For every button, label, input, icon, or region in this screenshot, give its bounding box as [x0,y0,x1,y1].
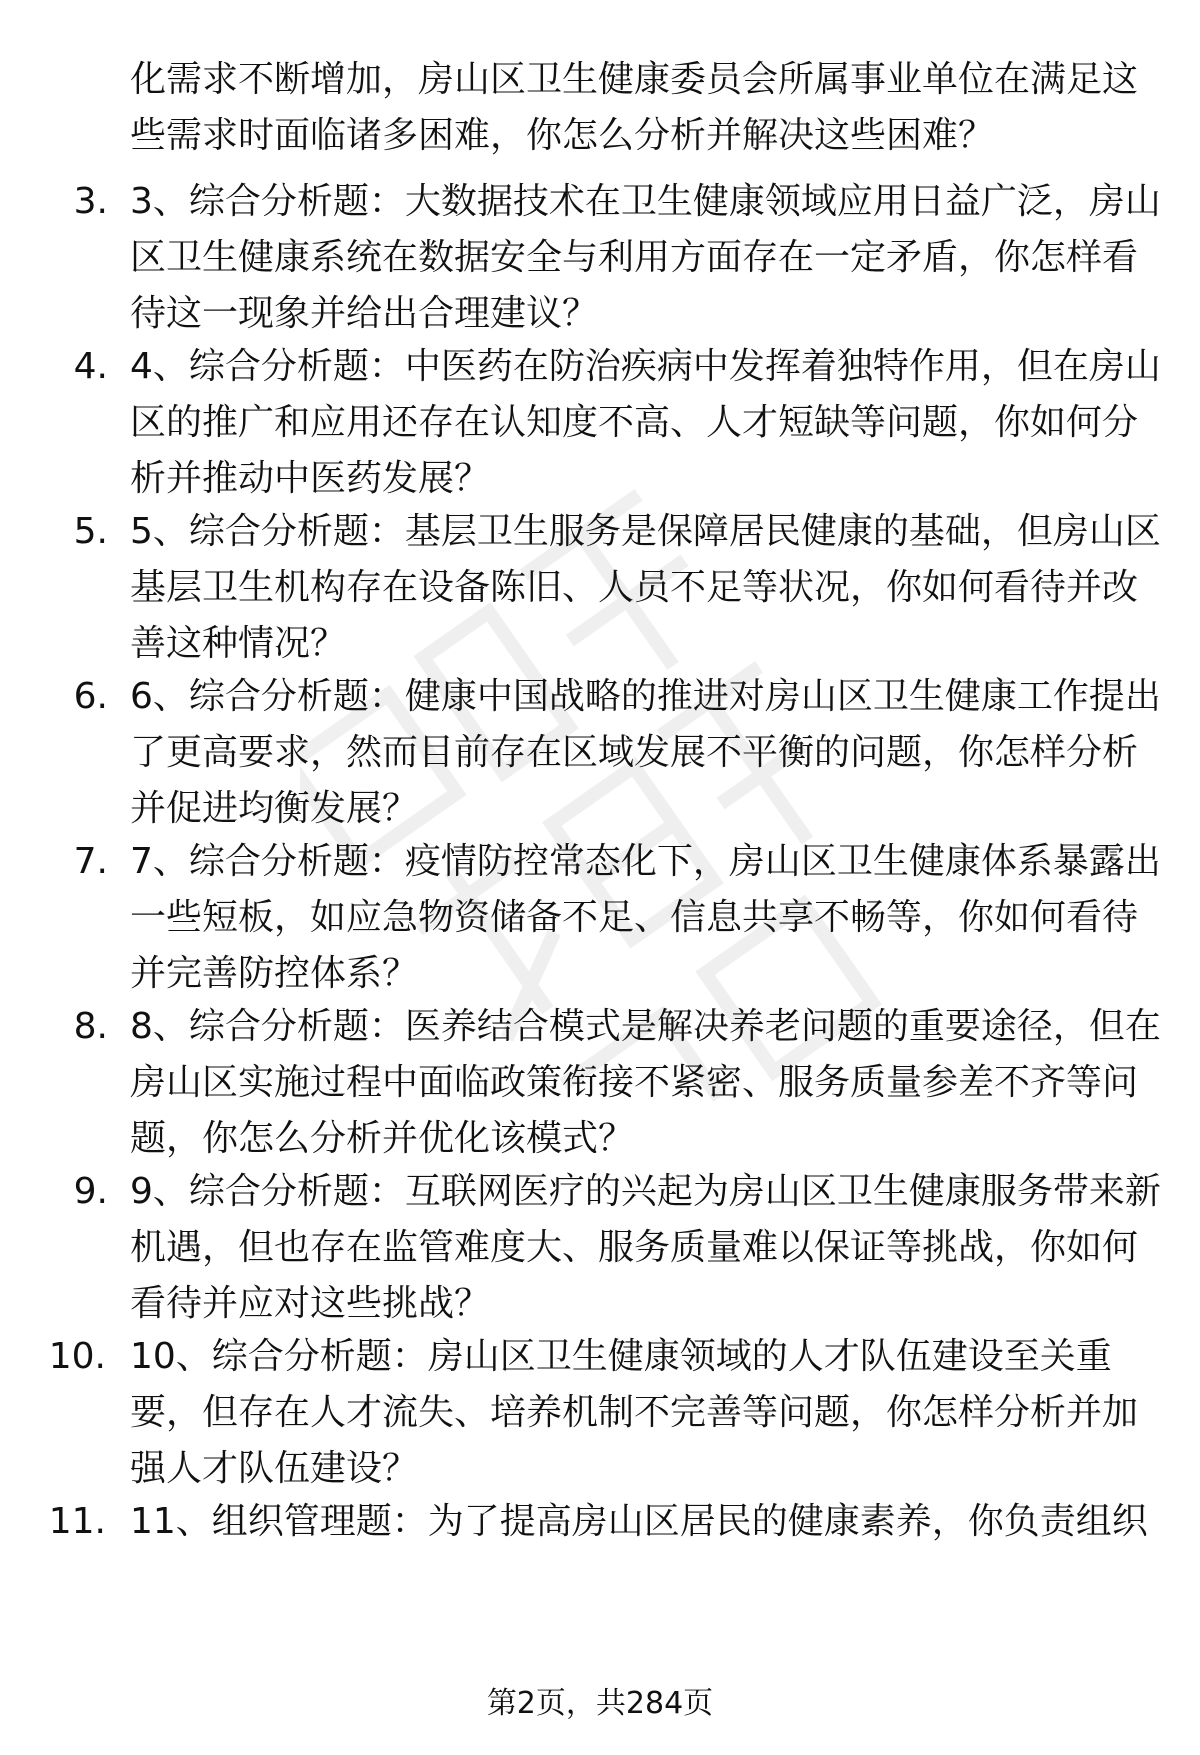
question-number: 4. [73,346,108,387]
question-text: 8、综合分析题：医养结合模式是解决养老问题的重要途径，但在房山区实施过程中面临政策衔接不紧密、服务质量参差不齐等问题，你怎么分析并优化该模式？ [130,1006,1161,1159]
question-number: 5. [73,511,108,552]
question-text: 10、综合分析题：房山区卫生健康领域的人才队伍建设至关重要，但存在人才流失、培养机制不完善等问题，你怎样分析并加强人才队伍建设？ [130,1336,1139,1489]
question-text: 4、综合分析题：中医药在防治疾病中发挥着独特作用，但在房山区的推广和应用还存在认知度不高、人才短缺等问题，你如何分析并推动中医药发展？ [130,346,1161,499]
question-number: 7. [73,841,108,882]
question-text: 5、综合分析题：基层卫生服务是保障居民健康的基础，但房山区基层卫生机构存在设备陈旧、人员不足等状况，你如何看待并改善这种情况？ [130,511,1161,664]
question-number: 9. [73,1171,108,1212]
question-number: 6. [73,676,108,717]
continuation-paragraph: 化需求不断增加，房山区卫生健康委员会所属事业单位在满足这些需求时面临诸多困难，你怎么分析并解决这些困难？ [130,59,1139,156]
question-number: 11. [48,1501,106,1542]
question-number: 3. [73,181,108,222]
question-text: 11、组织管理题：为了提高房山区居民的健康素养，你负责组织 [130,1501,1148,1542]
question-text: 3、综合分析题：大数据技术在卫生健康领域应用日益广泛，房山区卫生健康系统在数据安全与利用方面存在一定矛盾，你怎样看待这一现象并给出合理建议？ [130,181,1161,334]
question-text: 9、综合分析题：互联网医疗的兴起为房山区卫生健康服务带来新机遇，但也存在监管难度大、服务质量难以保证等挑战，你如何看待并应对这些挑战？ [130,1171,1161,1324]
question-number: 8. [73,1006,108,1047]
question-text: 6、综合分析题：健康中国战略的推进对房山区卫生健康工作提出了更高要求，然而目前存在区域发展不平衡的问题，你怎样分析并促进均衡发展？ [130,676,1161,829]
question-text: 7、综合分析题：疫情防控常态化下，房山区卫生健康体系暴露出一些短板，如应急物资储备不足、信息共享不畅等，你如何看待并完善防控体系？ [130,841,1161,994]
page-footer: 第2页，共284页 [486,1686,714,1721]
question-number: 10. [48,1336,106,1377]
